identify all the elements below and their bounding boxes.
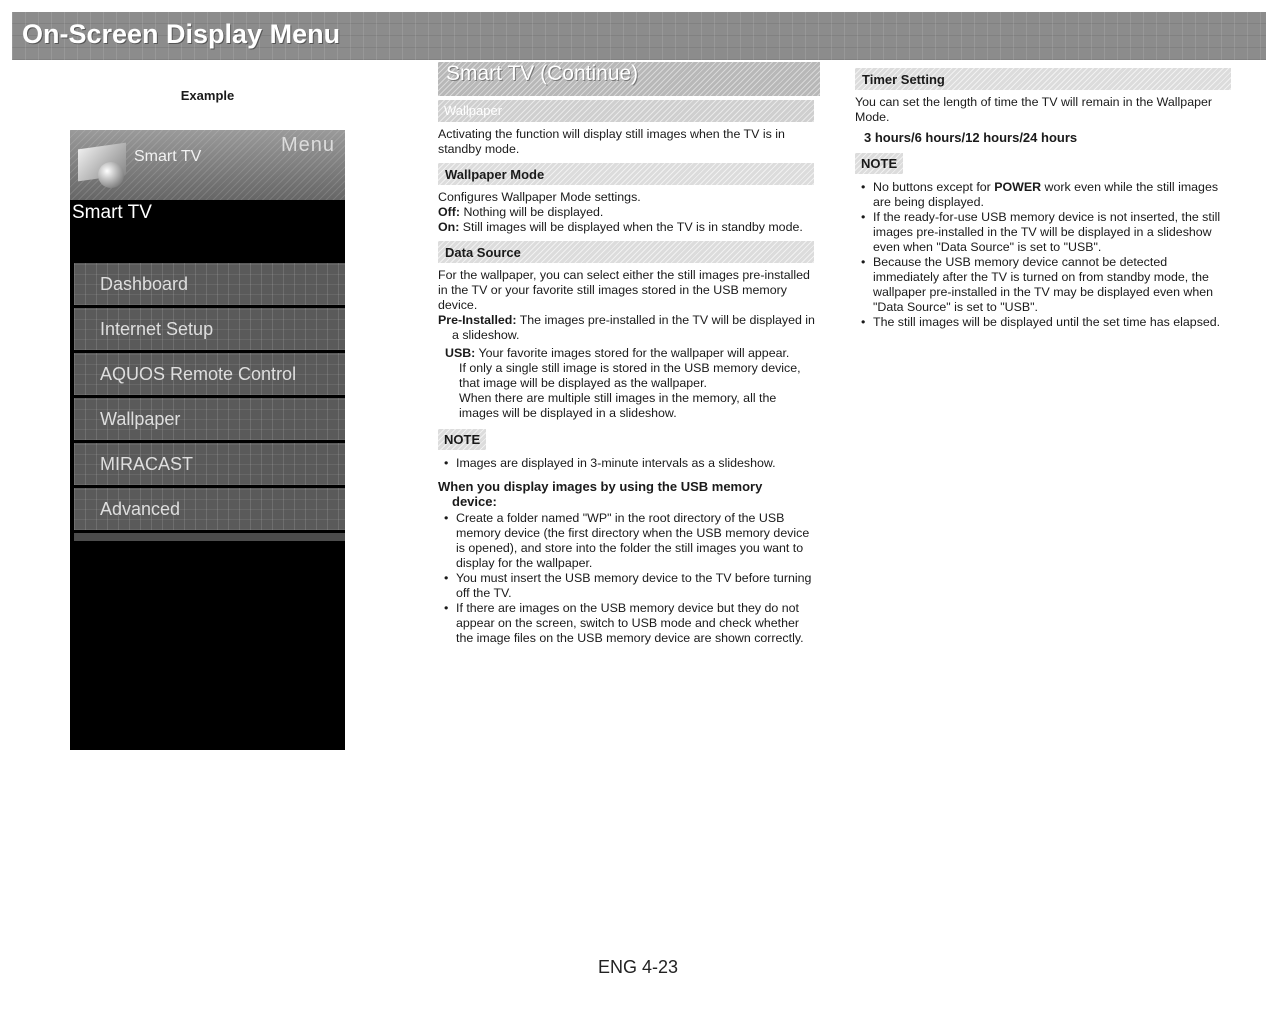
tv-menu-screenshot <box>70 130 345 750</box>
option-off-term: Off: <box>438 205 461 219</box>
wallpaper-mode-desc: Configures Wallpaper Mode settings. <box>438 190 641 204</box>
tv-menu-item-label: Internet Setup <box>100 319 214 339</box>
usb-section-list <box>444 511 818 646</box>
globe-icon <box>98 162 124 188</box>
usb-section-heading <box>438 479 818 509</box>
tv-menu-item-internet-setup <box>74 308 345 350</box>
middle-column <box>438 62 818 646</box>
tv-menu-item-dashboard <box>74 263 345 305</box>
option-preinstalled-term: Pre-Installed: <box>438 313 517 327</box>
option-off-text: Nothing will be displayed. <box>463 205 604 219</box>
tv-menu-header <box>70 130 345 200</box>
tv-menu-list-end <box>74 533 345 541</box>
option-usb-term: USB: <box>445 346 476 360</box>
note-item: • Images are displayed in 3-minute intervals as a slideshow. <box>444 456 818 471</box>
tv-menu-item-label: Wallpaper <box>100 409 181 429</box>
timer-setting-options: 3 hours/6 hours/12 hours/24 hours <box>864 130 1078 145</box>
right-note-item-post: work even while the still images are being displayed. <box>873 180 1219 209</box>
wallpaper-mode-heading: Wallpaper Mode <box>445 167 545 182</box>
page-title: On-Screen Display Menu <box>22 19 341 49</box>
note-label: NOTE <box>438 429 486 450</box>
option-preinstalled-text: The images pre-installed in the TV will be displayed in a slideshow. <box>452 313 815 342</box>
tv-menu-list <box>74 263 345 541</box>
tv-header-menu-label: Menu <box>280 134 335 156</box>
tv-header-title: Smart TV <box>134 148 202 165</box>
usb-section-item: • If there are images on the USB memory device but they do not appear on the screen, switch to USB mode and check whether the image files on the USB memory device are shown correctly. <box>444 601 818 646</box>
data-source-heading-bar <box>438 241 814 263</box>
tv-screen-title: Smart TV <box>72 202 152 223</box>
tv-menu-item-label: Advanced <box>100 499 181 519</box>
data-source-heading: Data Source <box>445 245 521 260</box>
note-list <box>444 456 818 471</box>
option-usb-text-3: When there are multiple still images in the memory, all the images will be displayed in a slideshow. <box>459 391 777 420</box>
subsection-banner <box>438 100 814 122</box>
section-banner-title: Smart TV (Continue) <box>446 62 639 85</box>
page-number: ENG 4-23 <box>597 957 679 977</box>
right-note-item: • If the ready-for-use USB memory device is not inserted, the still images pre-installed in the TV will be displayed in a slideshow even when "Data Source" is set to "USB". <box>861 210 1235 255</box>
right-note-item <box>861 180 1235 210</box>
usb-section-item: • You must insert the USB memory device to the TV before turning off the TV. <box>444 571 818 601</box>
option-usb <box>445 346 818 421</box>
timer-setting-desc: You can set the length of time the TV will remain in the Wallpaper Mode. <box>855 95 1212 124</box>
example-label: Example <box>180 88 235 103</box>
right-note-item: • The still images will be displayed until the set time has elapsed. <box>861 315 1235 330</box>
tv-menu-item-label: Dashboard <box>100 274 189 294</box>
option-usb-line <box>445 346 818 361</box>
right-note-list <box>861 180 1235 330</box>
tv-menu-item-miracast <box>74 443 345 485</box>
option-on-term: On: <box>438 220 460 234</box>
page-header-banner <box>12 12 1266 60</box>
power-term: POWER <box>994 180 1042 194</box>
section-banner <box>438 62 820 96</box>
right-note-item: • Because the USB memory device cannot be detected immediately after the TV is turned on from standby mode, the wallpaper pre-installed in the TV may be displayed even when "Data Source" is set to "USB". <box>861 255 1235 315</box>
usb-section-heading-line1: When you display images by using the USB memory <box>438 479 763 494</box>
option-off <box>438 205 818 220</box>
right-note-item-pre: No buttons except for <box>873 180 995 194</box>
option-usb-text: Your favorite images stored for the wallpaper will appear. <box>478 346 790 360</box>
usb-section-item: • Create a folder named "WP" in the root directory of the USB memory device (the first directory when the USB memory device is opened), and store into the folder the still images you want to display for the wallpaper. <box>444 511 818 571</box>
tv-menu-item-label: MIRACAST <box>100 454 194 474</box>
data-source-desc: For the wallpaper, you can select either the still images pre-installed in the TV or your favorite still images stored in the USB memory device. <box>438 268 810 312</box>
usb-section-heading-line2: device: <box>452 494 497 509</box>
wallpaper-intro: Activating the function will display still images when the TV is in standby mode. <box>438 127 785 156</box>
timer-setting-heading: Timer Setting <box>862 72 945 87</box>
timer-setting-heading-bar <box>855 68 1231 90</box>
right-note-label: NOTE <box>855 153 903 174</box>
tv-menu-item-advanced <box>74 488 345 530</box>
option-usb-text-2: If only a single still image is stored in the USB memory device, that image will be displayed as the wallpaper. <box>459 361 801 390</box>
option-on <box>438 220 818 235</box>
option-preinstalled <box>438 313 818 343</box>
tv-menu-item-aquos-remote-control <box>74 353 345 395</box>
tv-menu-item-wallpaper <box>74 398 345 440</box>
option-on-text: Still images will be displayed when the TV is in standby mode. <box>462 220 803 234</box>
subsection-banner-title: Wallpaper <box>444 103 503 118</box>
tv-menu-item-label: AQUOS Remote Control <box>100 364 297 384</box>
wallpaper-mode-heading-bar <box>438 163 814 185</box>
right-column <box>855 68 1235 330</box>
